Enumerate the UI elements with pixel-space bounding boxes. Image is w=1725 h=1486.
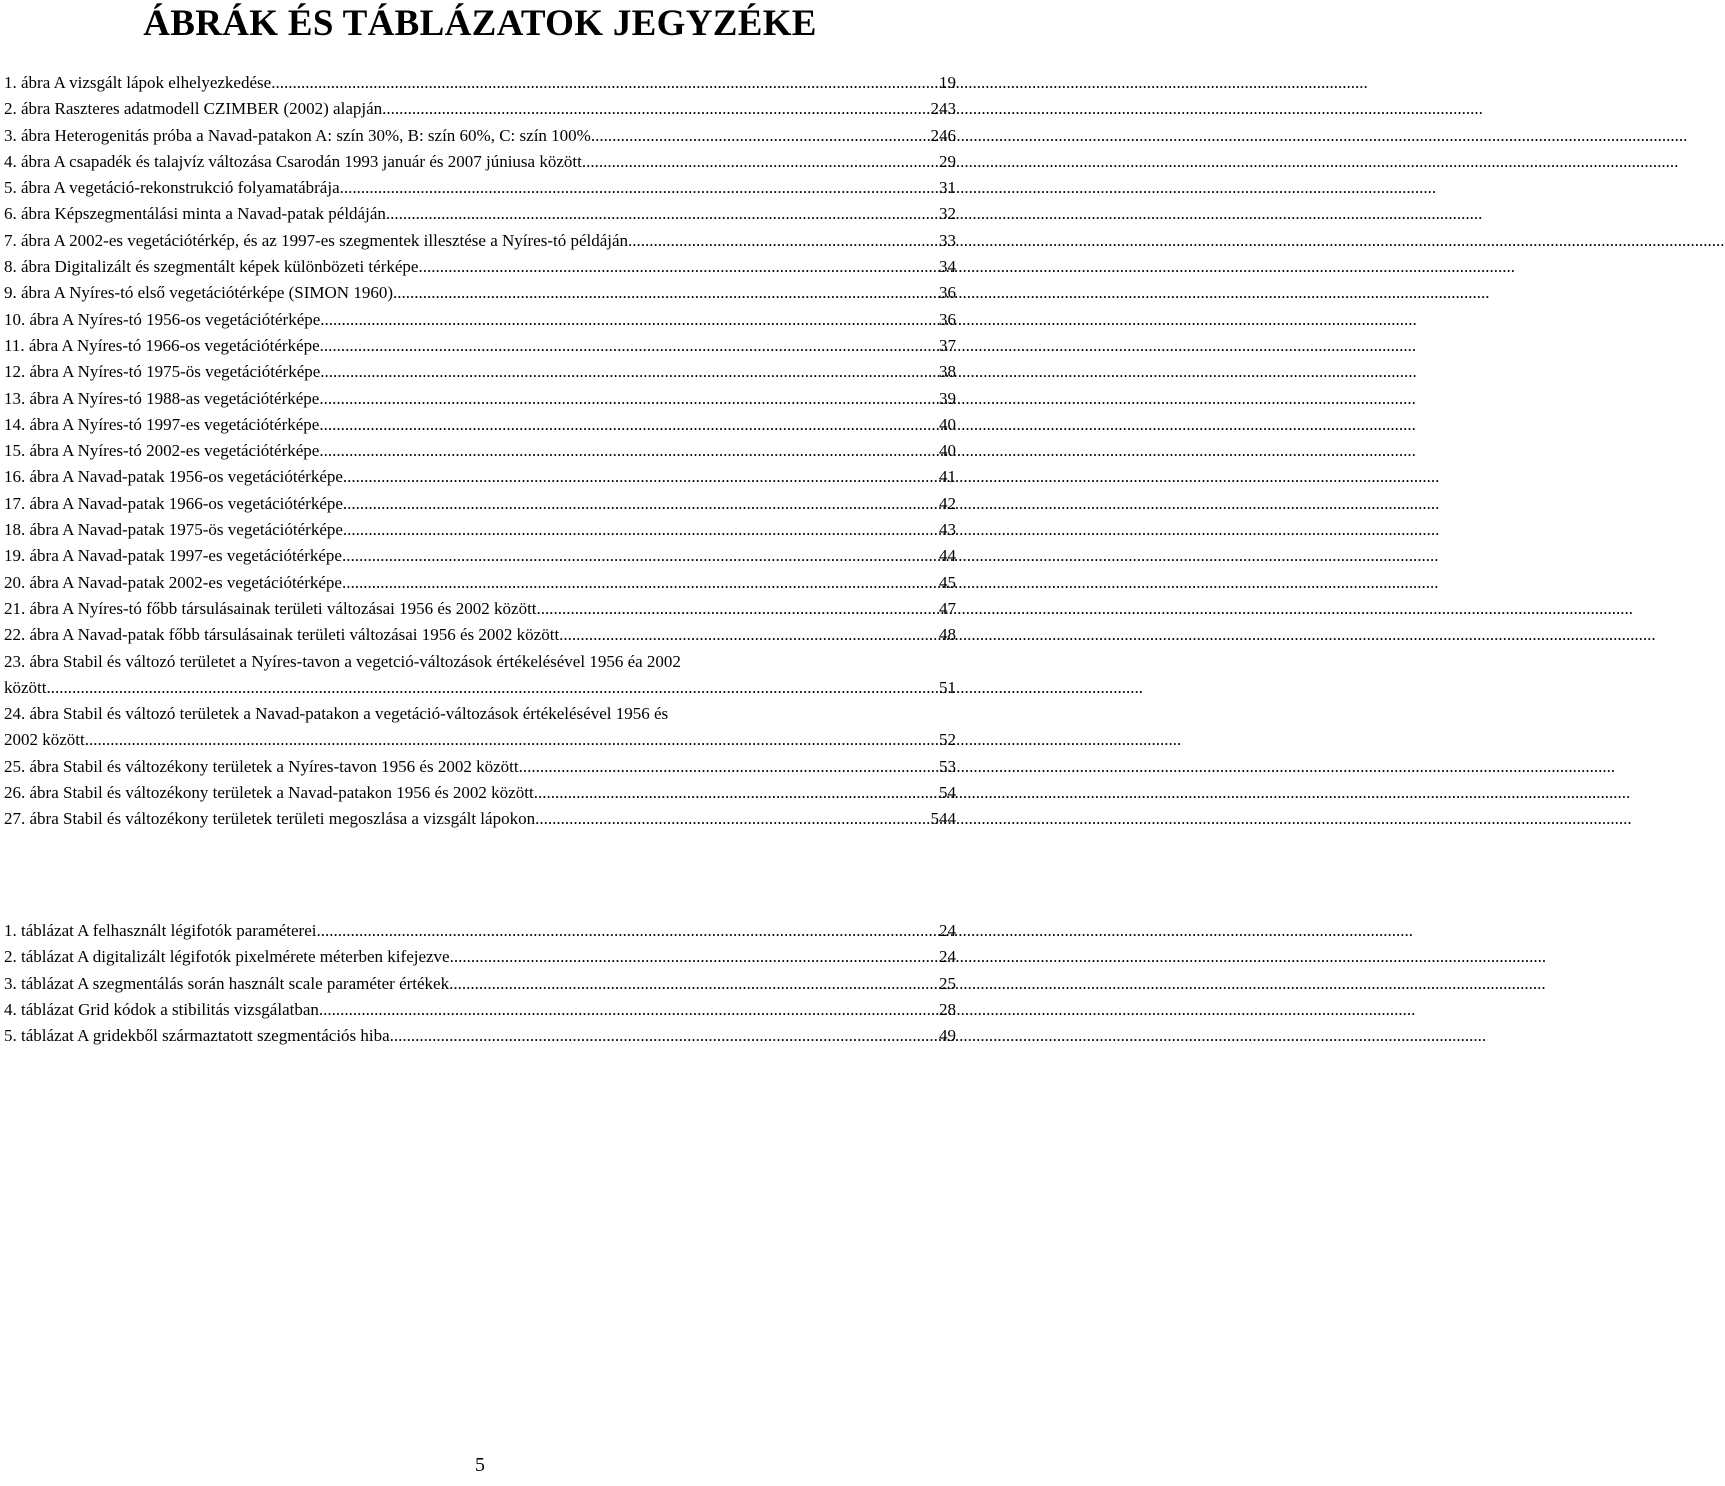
dot-leader [450, 944, 937, 970]
figure-entry[interactable] [4, 333, 956, 359]
figure-entry[interactable] [4, 464, 956, 490]
toc-entry-page-number: 25 [939, 973, 956, 993]
toc-entry-page-number: 43 [939, 520, 956, 540]
page-number: 5 [475, 1454, 485, 1476]
table-entry[interactable] [4, 1023, 956, 1049]
dot-leader [319, 386, 937, 412]
toc-entry-label: 2. táblázat A digitalizált légifotók pixelmérete méterben kifejezve [4, 947, 450, 967]
figure-entry[interactable] [4, 780, 956, 806]
toc-entry-label: 17. ábra A Navad-patak 1966-os vegetációtérképe [4, 493, 343, 513]
figure-entry[interactable] [4, 359, 956, 385]
dot-leader [319, 438, 937, 464]
toc-entry-page-number: 36 [939, 309, 956, 329]
dot-leader [537, 596, 937, 622]
toc-entry-label-line1: 24. ábra Stabil és változó területek a Navad-patakon a vegetáció-változások értékelésével 1956 és [4, 704, 669, 724]
toc-entry-page-number: 40 [939, 414, 956, 434]
toc-entry-page-number: 33 [939, 230, 956, 250]
toc-entry-label: 7. ábra A 2002-es vegetációtérkép, és az 1997-es szegmentek illesztése a Nyíres-tó példáján [4, 230, 629, 250]
dot-leader [342, 543, 937, 569]
toc-entry-label: 8. ábra Digitalizált és szegmentált képek különbözeti térképe [4, 257, 419, 277]
toc-entry-page-number: 544 [930, 809, 956, 829]
toc-entry-label: 25. ábra Stabil és változékony területek a Nyíres-tavon 1956 és 2002 között [4, 756, 519, 776]
figure-entry[interactable] [4, 70, 956, 96]
toc-entry-label-line1: 23. ábra Stabil és változó területet a Nyíres-tavon a vegetció-változások értékelésével 1956 éa 2002 [4, 651, 681, 671]
toc-entry-page-number: 41 [939, 467, 956, 487]
dot-leader [591, 123, 929, 149]
toc-entry-page-number: 31 [939, 178, 956, 198]
dot-leader [559, 622, 937, 648]
toc-entry-label: 6. ábra Képszegmentálási minta a Navad-patak példáján [4, 204, 386, 224]
toc-entry-label: 16. ábra A Navad-patak 1956-os vegetációtérképe [4, 467, 343, 487]
toc-entry-label: 5. ábra A vegetáció-rekonstrukció folyamatábrája [4, 178, 340, 198]
toc-entry-label: 4. táblázat Grid kódok a stibilitás vizsgálatban [4, 999, 319, 1019]
dot-leader [320, 359, 937, 385]
figure-entry[interactable] [4, 386, 956, 412]
dot-leader [316, 918, 937, 944]
toc-entry-label: 3. táblázat A szegmentálás során használt scale paraméter értékek [4, 973, 450, 993]
table-entry[interactable] [4, 918, 956, 944]
figure-entry[interactable] [4, 754, 956, 780]
dot-leader [340, 175, 937, 201]
dot-leader [628, 228, 937, 254]
toc-entry-label: között [4, 677, 47, 697]
dot-leader [418, 254, 937, 280]
figure-entry[interactable] [4, 649, 956, 702]
tables-list [4, 918, 956, 1049]
figure-entry[interactable] [4, 701, 956, 754]
dot-leader [85, 727, 937, 753]
toc-entry-page-number: 246 [930, 125, 956, 145]
toc-entry-label: 11. ábra A Nyíres-tó 1966-os vegetációtérképe [4, 335, 320, 355]
dot-leader [582, 149, 937, 175]
toc-entry-label: 18. ábra A Navad-patak 1975-ös vegetációtérképe [4, 520, 343, 540]
toc-entry-page-number: 243 [930, 99, 956, 119]
toc-entry-page-number: 52 [939, 730, 956, 750]
toc-entry-label: 9. ábra A Nyíres-tó első vegetációtérképe (SIMON 1960) [4, 283, 393, 303]
toc-entry-page-number: 51 [939, 677, 956, 697]
toc-entry-label: 2. ábra Raszteres adatmodell CZIMBER (2002) alapján. [4, 99, 387, 119]
toc-entry-page-number: 45 [939, 572, 956, 592]
figure-entry[interactable] [4, 412, 956, 438]
toc-entry-label: 1. táblázat A felhasznált légifotók paraméterei [4, 921, 317, 940]
toc-entry-label: 20. ábra A Navad-patak 2002-es vegetációtérképe [4, 572, 342, 592]
figure-entry[interactable] [4, 806, 956, 832]
figure-entry[interactable] [4, 596, 956, 622]
dot-leader [343, 491, 937, 517]
table-entry[interactable] [4, 971, 956, 997]
figure-entry[interactable] [4, 280, 956, 306]
figure-entry[interactable] [4, 149, 956, 175]
toc-entry-page-number: 49 [939, 1026, 956, 1046]
toc-entry-page-number: 39 [939, 388, 956, 408]
toc-entry-label: 3. ábra Heterogenitás próba a Navad-patakon A: szín 30%, B: szín 60%, C: szín 100% [4, 125, 591, 145]
figure-entry[interactable] [4, 228, 956, 254]
toc-entry-page-number: 40 [939, 441, 956, 461]
figure-entry[interactable] [4, 254, 956, 280]
dot-leader [343, 517, 937, 543]
toc-entry-page-number: 34 [939, 257, 956, 277]
toc-entry-page-number: 38 [939, 362, 956, 382]
toc-entry-page-number: 47 [939, 598, 956, 618]
figure-entry[interactable] [4, 123, 956, 149]
figure-entry[interactable] [4, 491, 956, 517]
figure-entry[interactable] [4, 622, 956, 648]
dot-leader [343, 464, 937, 490]
figure-entry[interactable] [4, 201, 956, 227]
dot-leader [393, 280, 937, 306]
figures-list [4, 70, 956, 833]
figure-entry[interactable] [4, 438, 956, 464]
toc-entry-page-number: 48 [939, 625, 956, 645]
dot-leader [271, 70, 937, 96]
toc-entry-page-number: 24 [939, 947, 956, 967]
toc-entry-label: 4. ábra A csapadék és talajvíz változása Csarodán 1993 január és 2007 júniusa között [4, 151, 582, 171]
toc-entry-label: 1. ábra A vizsgált lápok elhelyezkedése [4, 73, 272, 92]
dot-leader [534, 780, 937, 806]
toc-entry-label: 19. ábra A Navad-patak 1997-es vegetációtérképe [4, 546, 342, 566]
toc-entry-page-number: 44 [939, 546, 956, 566]
figure-entry[interactable] [4, 543, 956, 569]
toc-entry-label: 14. ábra A Nyíres-tó 1997-es vegetációtérképe [4, 414, 320, 434]
toc-entry-page-number: 29 [939, 151, 956, 171]
dot-leader [320, 333, 937, 359]
toc-entry-label: 10. ábra A Nyíres-tó 1956-os vegetációtérképe [4, 309, 321, 329]
toc-entry-page-number: 32 [939, 204, 956, 224]
figure-entry[interactable] [4, 517, 956, 543]
toc-entry-page-number: 54 [939, 783, 956, 803]
figure-entry[interactable] [4, 96, 956, 122]
toc-entry-label: 15. ábra A Nyíres-tó 2002-es vegetációtérképe [4, 441, 320, 461]
dot-leader [386, 96, 928, 122]
toc-entry-page-number: 24 [939, 921, 956, 940]
toc-entry-page-number: 37 [939, 335, 956, 355]
toc-entry-page-number: 53 [939, 756, 956, 776]
dot-leader [519, 754, 937, 780]
toc-entry-page-number: 42 [939, 493, 956, 513]
dot-leader [47, 675, 938, 701]
dot-leader [386, 201, 937, 227]
figure-entry[interactable] [4, 570, 956, 596]
toc-entry-page-number: 28 [939, 999, 956, 1019]
dot-leader [319, 412, 937, 438]
toc-entry-label: 2002 között [4, 730, 85, 750]
toc-entry-page-number: 19 [939, 73, 956, 92]
table-entry[interactable] [4, 997, 956, 1023]
toc-entry-label: 5. táblázat A gridekből származtatott szegmentációs hiba [4, 1026, 390, 1046]
dot-leader [390, 1023, 937, 1049]
toc-entry-label: 26. ábra Stabil és változékony területek a Navad-patakon 1956 és 2002 között [4, 783, 534, 803]
dot-leader [320, 307, 937, 333]
toc-entry-label: 22. ábra A Navad-patak főbb társulásainak területi változásai 1956 és 2002 között [4, 625, 560, 645]
toc-entry-label: 13. ábra A Nyíres-tó 1988-as vegetációtérképe [4, 388, 320, 408]
dot-leader [319, 997, 937, 1023]
table-entry[interactable] [4, 944, 956, 970]
page-title: ÁBRÁK ÉS TÁBLÁZATOK JEGYZÉKE [143, 3, 817, 44]
figure-entry[interactable] [4, 307, 956, 333]
dot-leader [449, 971, 937, 997]
toc-entry-label: 27. ábra Stabil és változékony területek területi megoszlása a vizsgált lápokon [4, 809, 536, 829]
dot-leader [535, 806, 928, 832]
figure-entry[interactable] [4, 175, 956, 201]
dot-leader [342, 570, 937, 596]
toc-entry-page-number: 36 [939, 283, 956, 303]
toc-entry-label: 21. ábra A Nyíres-tó főbb társulásainak területi változásai 1956 és 2002 között [4, 598, 537, 618]
toc-entry-label: 12. ábra A Nyíres-tó 1975-ös vegetációtérképe [4, 362, 321, 382]
